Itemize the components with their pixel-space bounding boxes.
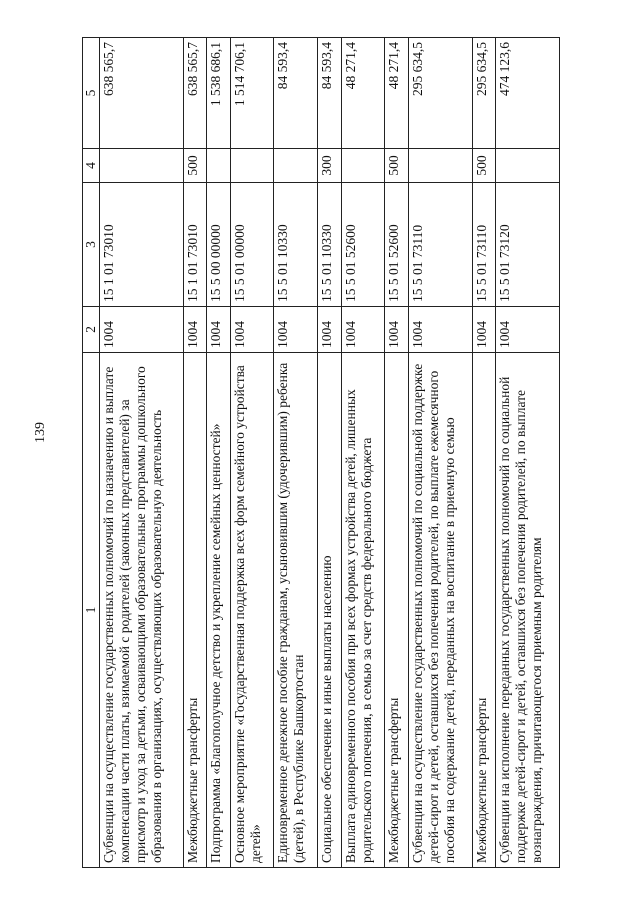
row-amount: 638 565,7	[183, 38, 207, 149]
row-section: 1004	[385, 307, 409, 353]
row-target: 15 5 01 52600	[341, 183, 385, 307]
row-amount: 638 565,7	[100, 38, 184, 149]
header-col-4: 4	[83, 149, 100, 183]
row-target: 15 5 01 10330	[274, 183, 318, 307]
row-section: 1004	[230, 307, 274, 353]
table-row	[385, 38, 409, 868]
row-target: 15 5 01 73110	[472, 183, 496, 307]
row-name: Межбюджетные трансферты	[385, 353, 409, 868]
row-amount: 84 593,4	[318, 38, 342, 149]
row-section: 1004	[496, 307, 560, 353]
row-amount: 84 593,4	[274, 38, 318, 149]
row-section: 1004	[472, 307, 496, 353]
table-row	[496, 38, 560, 868]
header-col-1: 1	[83, 353, 100, 868]
page-number: 139	[33, 422, 48, 443]
row-vr	[341, 149, 385, 183]
row-section: 1004	[318, 307, 342, 353]
row-amount: 295 634,5	[472, 38, 496, 149]
row-name: Субвенции на осуществление государственных полномочий по социальной поддержке детей-сирот и детей, оставшихся без попечения родителей, по выплате ежемесячного пособия на содержание детей, переданных на воспитание в приемную семью	[409, 353, 473, 868]
table-row	[183, 38, 207, 868]
row-name: Субвенции на исполнение переданных государственных полномочий по социальной поддержке детей-сирот и детей, оставшихся без попечения родителей, по выплате вознаграждения, причитающегося приемным родителям	[496, 353, 560, 868]
header-col-3: 3	[83, 183, 100, 307]
row-vr	[409, 149, 473, 183]
row-vr	[100, 149, 184, 183]
row-name: Выплата единовременного пособия при всех формах устройства детей, лишенных родительского попечения, в семью за счет средств федерального бюджета	[341, 353, 385, 868]
row-vr: 300	[318, 149, 342, 183]
row-section: 1004	[409, 307, 473, 353]
row-name: Подпрограмма «Благополучное детство и укрепление семейных ценностей»	[207, 353, 231, 868]
row-amount: 295 634,5	[409, 38, 473, 149]
row-target: 15 5 00 00000	[207, 183, 231, 307]
budget-table-container	[82, 38, 560, 868]
table-row	[409, 38, 473, 868]
table-row	[274, 38, 318, 868]
table-row	[472, 38, 496, 868]
row-target: 15 5 01 52600	[385, 183, 409, 307]
row-amount: 48 271,4	[385, 38, 409, 149]
header-col-2: 2	[83, 307, 100, 353]
table-row	[100, 38, 184, 868]
row-name: Межбюджетные трансферты	[472, 353, 496, 868]
row-vr: 500	[183, 149, 207, 183]
row-vr	[230, 149, 274, 183]
header-row	[83, 38, 100, 868]
row-section: 1004	[207, 307, 231, 353]
row-vr	[274, 149, 318, 183]
budget-table	[82, 37, 560, 868]
row-vr	[207, 149, 231, 183]
table-body	[100, 38, 560, 868]
row-name: Единовременное денежное пособие гражданам, усыновившим (удочерившим) ребенка (детей), в Республике Башкортостан	[274, 353, 318, 868]
row-section: 1004	[341, 307, 385, 353]
header-col-5: 5	[83, 38, 100, 149]
table-header	[83, 38, 100, 868]
row-vr: 500	[385, 149, 409, 183]
table-row	[230, 38, 274, 868]
row-target: 15 5 01 10330	[318, 183, 342, 307]
table-row	[318, 38, 342, 868]
row-name: Межбюджетные трансферты	[183, 353, 207, 868]
table-row	[207, 38, 231, 868]
row-target: 15 1 01 73010	[100, 183, 184, 307]
row-vr: 500	[472, 149, 496, 183]
row-section: 1004	[274, 307, 318, 353]
row-name: Основное мероприятие «Государственная поддержка всех форм семейного устройства детей»	[230, 353, 274, 868]
row-name: Субвенции на осуществление государственных полномочий по назначению и выплате компенсации части платы, взимаемой с родителей (законных представителей) за присмотр и уход за детьми, осваивающими образовательные программы дошкольного образования в организациях, осуществляющих образовательную деятельность	[100, 353, 184, 868]
row-vr	[496, 149, 560, 183]
row-section: 1004	[100, 307, 184, 353]
row-amount: 1 538 686,1	[207, 38, 231, 149]
row-amount: 48 271,4	[341, 38, 385, 149]
row-name: Социальное обеспечение и иные выплаты населению	[318, 353, 342, 868]
row-target: 15 5 01 73120	[496, 183, 560, 307]
table-row	[341, 38, 385, 868]
row-target: 15 5 01 00000	[230, 183, 274, 307]
row-target: 15 5 01 73110	[409, 183, 473, 307]
row-section: 1004	[183, 307, 207, 353]
row-amount: 1 514 706,1	[230, 38, 274, 149]
row-target: 15 1 01 73010	[183, 183, 207, 307]
row-amount: 474 123,6	[496, 38, 560, 149]
